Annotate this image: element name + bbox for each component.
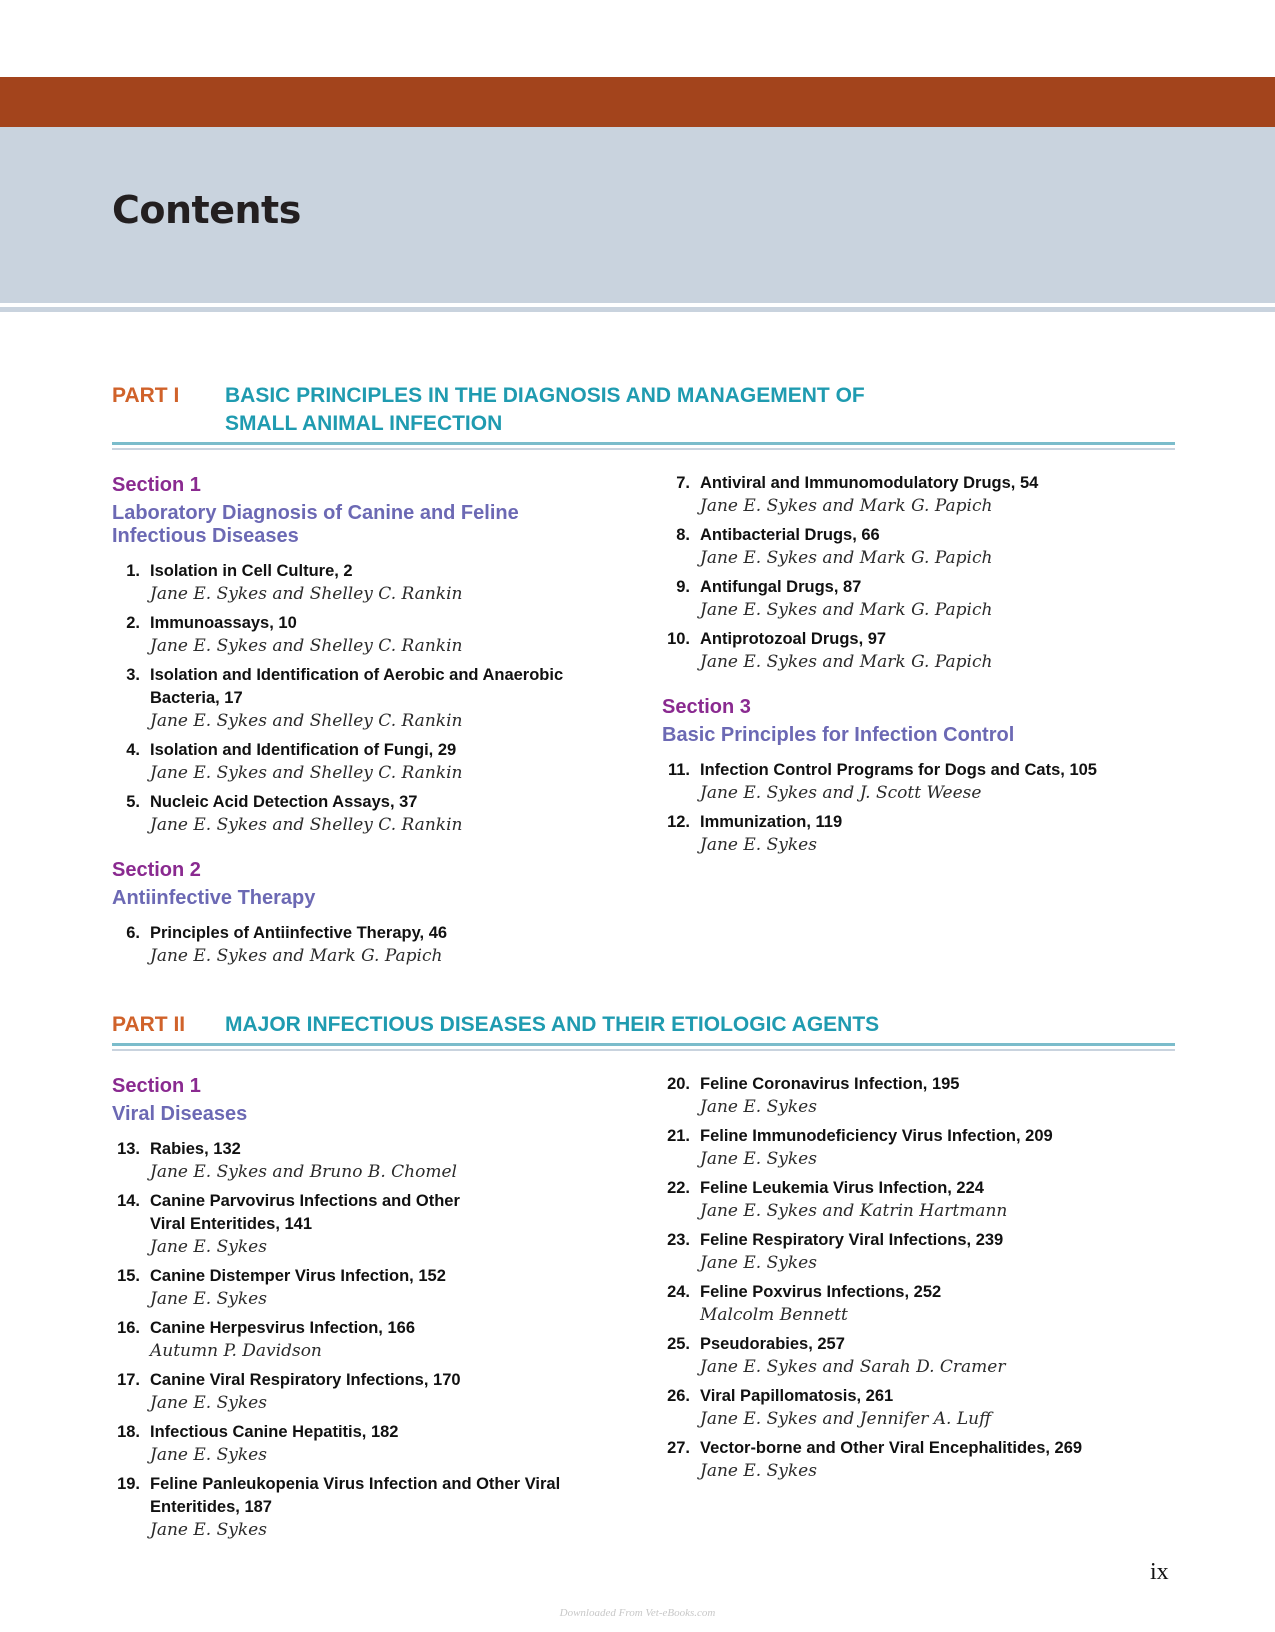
top-color-band [0, 77, 1275, 127]
entry-authors: Jane E. Sykes and Jennifer A. Luff [700, 1409, 992, 1429]
toc-entry[interactable] [662, 1333, 1182, 1379]
toc-entry[interactable] [662, 1281, 1182, 1327]
entry-authors: Jane E. Sykes and Mark G. Papich [700, 600, 993, 620]
entry-title: Canine Distemper Virus Infection, 152 [150, 1267, 446, 1285]
part-header [112, 382, 1175, 438]
entry-authors: Jane E. Sykes and Mark G. Papich [700, 548, 993, 568]
entry-number: 4. [126, 741, 140, 759]
entry-authors: Jane E. Sykes and J. Scott Weese [700, 783, 982, 803]
entry-authors: Jane E. Sykes [150, 1520, 267, 1540]
entry-authors: Jane E. Sykes and Mark G. Papich [700, 652, 993, 672]
entry-number: 18. [117, 1423, 140, 1441]
entry-authors: Jane E. Sykes [700, 1253, 817, 1273]
toc-entry[interactable] [112, 1138, 612, 1184]
toc-entry[interactable] [112, 612, 612, 658]
entry-number: 15. [117, 1267, 140, 1285]
entry-number: 11. [667, 761, 690, 779]
entry-number: 23. [667, 1231, 690, 1249]
toc-entry[interactable] [662, 1385, 1182, 1431]
entry-title: Isolation in Cell Culture, 2 [150, 562, 353, 580]
entry-title: Antibacterial Drugs, 66 [700, 526, 880, 544]
entry-number: 6. [126, 924, 140, 942]
entry-title: Immunization, 119 [700, 813, 843, 831]
part-header [112, 1011, 1175, 1039]
entry-authors: Jane E. Sykes [700, 1149, 817, 1169]
entry-authors: Jane E. Sykes [700, 1461, 817, 1481]
section-label: Section 1 [112, 1075, 201, 1097]
toc-entry[interactable] [662, 1073, 1182, 1119]
section-label: Section 3 [662, 696, 751, 718]
toc-entry[interactable] [662, 759, 1182, 805]
entry-number: 20. [667, 1075, 690, 1093]
entry-title: Pseudorabies, 257 [700, 1335, 845, 1353]
toc-entry[interactable] [662, 576, 1182, 622]
section-title: Basic Principles for Infection Control [662, 724, 1015, 746]
entry-number: 16. [117, 1319, 140, 1337]
entry-number: 26. [667, 1387, 690, 1405]
toc-entry[interactable] [112, 664, 612, 733]
toc-entry[interactable] [662, 1229, 1182, 1275]
entry-number: 25. [667, 1335, 690, 1353]
entry-title: Feline Immunodeficiency Virus Infection, 209 [700, 1127, 1053, 1145]
entry-authors: Jane E. Sykes [150, 1237, 267, 1257]
entry-number: 9. [676, 578, 690, 596]
entry-title: Nucleic Acid Detection Assays, 37 [150, 793, 418, 811]
section-title: Laboratory Diagnosis of Canine and Feline Infectious Diseases [112, 502, 519, 547]
toc-column-right [662, 1073, 1182, 1489]
entry-title: Canine Herpesvirus Infection, 166 [150, 1319, 416, 1337]
entry-title: Isolation and Identification of Fungi, 29 [150, 741, 457, 759]
toc-entry[interactable] [662, 628, 1182, 674]
toc-entry[interactable] [662, 1125, 1182, 1171]
entry-title: Feline Leukemia Virus Infection, 224 [700, 1179, 984, 1197]
entry-authors: Jane E. Sykes and Bruno B. Chomel [150, 1162, 457, 1182]
entry-number: 17. [117, 1371, 140, 1389]
entry-title: Isolation and Identification of Aerobic and Anaerobic Bacteria, 17 [150, 666, 564, 707]
toc-entry[interactable] [662, 472, 1182, 518]
entry-title: Immunoassays, 10 [150, 614, 297, 632]
entry-number: 3. [126, 666, 140, 684]
section-title: Viral Diseases [112, 1103, 248, 1125]
entry-title: Antiviral and Immunomodulatory Drugs, 54 [700, 474, 1039, 492]
entry-authors: Autumn P. Davidson [150, 1341, 322, 1361]
entry-authors: Jane E. Sykes and Shelley C. Rankin [150, 636, 463, 656]
entry-authors: Jane E. Sykes [150, 1393, 267, 1413]
entry-title: Rabies, 132 [150, 1140, 241, 1158]
entry-title: Infectious Canine Hepatitis, 182 [150, 1423, 399, 1441]
toc-entry[interactable] [112, 1190, 612, 1259]
entry-title: Principles of Antiinfective Therapy, 46 [150, 924, 448, 942]
toc-entry[interactable] [112, 1369, 612, 1415]
download-footer: Downloaded From Vet-eBooks.com [559, 1607, 716, 1619]
part-title: BASIC PRINCIPLES IN THE DIAGNOSIS AND MANAGEMENT OF SMALL ANIMAL INFECTION [225, 384, 865, 435]
entry-title: Canine Parvovirus Infections and Other Viral Enteritides, 141 [150, 1192, 460, 1233]
toc-entry[interactable] [112, 922, 612, 968]
entry-number: 14. [117, 1192, 140, 1210]
entry-number: 22. [667, 1179, 690, 1197]
entry-title: Antiprotozoal Drugs, 97 [700, 630, 887, 648]
section-title: Antiinfective Therapy [112, 887, 316, 909]
entry-title: Feline Panleukopenia Virus Infection and Other Viral Enteritides, 187 [150, 1475, 561, 1516]
page-number: ix [1150, 1559, 1169, 1585]
entry-number: 10. [667, 630, 690, 648]
entry-number: 13. [117, 1140, 140, 1158]
toc-entry[interactable] [112, 1317, 612, 1363]
entry-number: 8. [676, 526, 690, 544]
entry-title: Viral Papillomatosis, 261 [700, 1387, 894, 1405]
entry-title: Feline Poxvirus Infections, 252 [700, 1283, 942, 1301]
entry-authors: Jane E. Sykes and Shelley C. Rankin [150, 763, 463, 783]
entry-authors: Jane E. Sykes and Mark G. Papich [150, 946, 443, 966]
entry-authors: Jane E. Sykes and Shelley C. Rankin [150, 711, 463, 731]
entry-number: 5. [126, 793, 140, 811]
toc-entry[interactable] [662, 811, 1182, 857]
entry-title: Canine Viral Respiratory Infections, 170 [150, 1371, 461, 1389]
entry-authors: Jane E. Sykes and Shelley C. Rankin [150, 584, 463, 604]
toc-entry[interactable] [112, 791, 612, 837]
entry-number: 2. [126, 614, 140, 632]
entry-number: 19. [117, 1475, 140, 1493]
part-label: PART II [112, 1013, 186, 1036]
entry-title: Feline Respiratory Viral Infections, 239 [700, 1231, 1004, 1249]
toc-entry[interactable] [662, 1177, 1182, 1223]
entry-title: Infection Control Programs for Dogs and Cats, 105 [700, 761, 1097, 779]
title-rule [0, 307, 1275, 312]
part-rule [112, 442, 1175, 451]
entry-authors: Jane E. Sykes and Mark G. Papich [700, 496, 993, 516]
entry-number: 27. [667, 1439, 690, 1457]
entry-authors: Jane E. Sykes [700, 835, 817, 855]
entry-number: 7. [676, 474, 690, 492]
toc-column-right [662, 472, 1182, 863]
toc-column-left [112, 472, 612, 974]
part-label: PART I [112, 384, 180, 407]
toc-entry[interactable] [112, 1265, 612, 1311]
toc-entry[interactable] [112, 560, 612, 606]
page-title: Contents [112, 188, 301, 232]
entry-authors: Jane E. Sykes [150, 1445, 267, 1465]
section-label: Section 2 [112, 859, 201, 881]
entry-number: 24. [667, 1283, 690, 1301]
entry-title: Vector-borne and Other Viral Encephalitides, 269 [700, 1439, 1083, 1457]
part-rule [112, 1043, 1175, 1052]
entry-authors: Malcolm Bennett [700, 1305, 848, 1325]
entry-authors: Jane E. Sykes [700, 1097, 817, 1117]
entry-number: 1. [126, 562, 140, 580]
entry-authors: Jane E. Sykes and Shelley C. Rankin [150, 815, 463, 835]
section-label: Section 1 [112, 474, 201, 496]
entry-title: Feline Coronavirus Infection, 195 [700, 1075, 960, 1093]
entry-authors: Jane E. Sykes [150, 1289, 267, 1309]
toc-entry[interactable] [112, 739, 612, 785]
entry-title: Antifungal Drugs, 87 [700, 578, 862, 596]
entry-number: 21. [667, 1127, 690, 1145]
toc-column-left [112, 1073, 612, 1548]
part-title: MAJOR INFECTIOUS DISEASES AND THEIR ETIOLOGIC AGENTS [225, 1013, 880, 1036]
toc-entry[interactable] [112, 1421, 612, 1467]
entry-number: 12. [667, 813, 690, 831]
toc-entry[interactable] [662, 524, 1182, 570]
entry-authors: Jane E. Sykes and Sarah D. Cramer [700, 1357, 1006, 1377]
toc-entry[interactable] [112, 1473, 612, 1542]
entry-authors: Jane E. Sykes and Katrin Hartmann [700, 1201, 1008, 1221]
toc-entry[interactable] [662, 1437, 1182, 1483]
